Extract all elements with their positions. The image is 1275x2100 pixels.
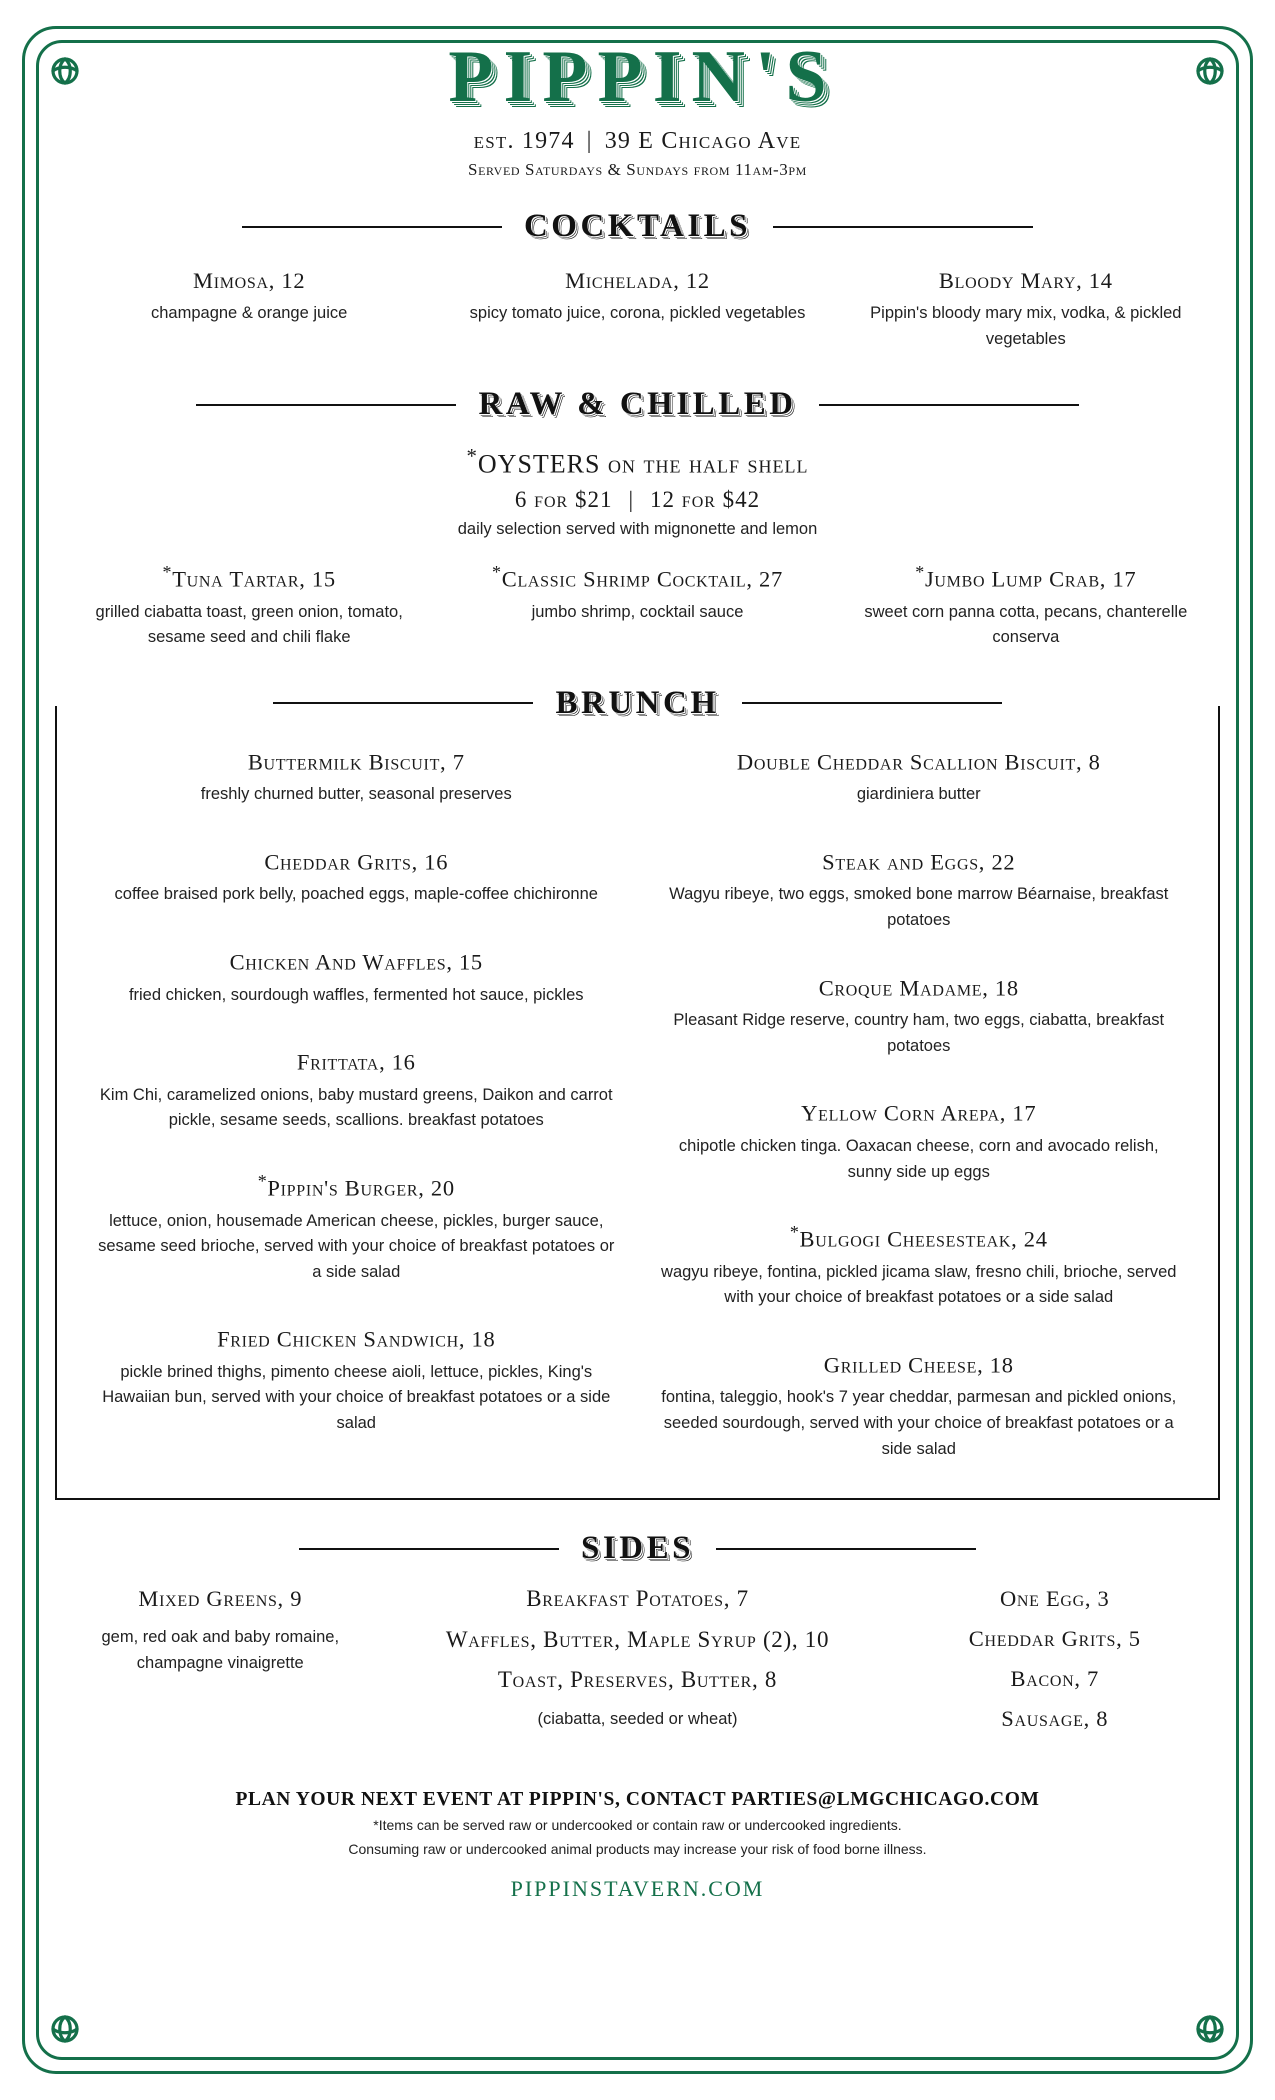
raw-item-asterisk: *	[915, 561, 925, 582]
menu-item	[93, 1321, 620, 1436]
menu-item-name-text: Buttermilk Biscuit, 7	[247, 749, 465, 775]
disclaimer-line-1: *Items can be served raw or undercooked or contain raw or undercooked ingredients.	[373, 1817, 902, 1834]
menu-item-name-text: Bulgogi Cheesesteak, 24	[799, 1226, 1048, 1252]
menu-item-name	[656, 970, 1183, 1003]
heading-rule-right	[716, 1548, 976, 1550]
sides-column-left	[55, 1585, 386, 1676]
heading-rule-right	[773, 226, 1033, 228]
brunch-column-right	[638, 744, 1201, 1469]
cocktails-heading-text: COCKTAILS	[523, 208, 752, 244]
oysters-item	[55, 445, 1220, 539]
heading-rule-left	[273, 702, 533, 704]
restaurant-name: PIPPIN'S	[448, 36, 837, 118]
menu-item-desc: (ciabatta, seeded or wheat)	[537, 1709, 738, 1728]
sides-column-right	[889, 1585, 1220, 1745]
brunch-heading-text: BRUNCH	[555, 684, 720, 721]
menu-item-desc: spicy tomato juice, corona, pickled vegetables	[469, 304, 806, 323]
menu-item-name-text: Tuna Tartar, 15	[172, 566, 336, 592]
menu-item	[93, 1170, 620, 1285]
menu-item	[93, 844, 620, 908]
menu-item	[656, 1095, 1183, 1185]
menu-item-desc: grilled ciabatta toast, green onion, tomato, sesame seed and chili flake	[95, 602, 403, 647]
menu-item	[55, 561, 443, 651]
menu-item-name	[656, 744, 1183, 777]
oysters-title-text: OYSTERS on the half shell	[477, 449, 809, 479]
established-text: est. 1974	[473, 128, 575, 154]
heading-rule-left	[299, 1548, 559, 1550]
menu-item-name	[93, 1170, 620, 1203]
est-address-line	[55, 128, 1220, 155]
raw-chilled-section	[55, 386, 1220, 650]
oysters-title	[55, 445, 1220, 480]
raw-item-asterisk: *	[789, 1222, 800, 1243]
menu-item	[656, 744, 1183, 808]
sides-heading	[55, 1530, 1220, 1567]
menu-item-desc: fontina, taleggio, hook's 7 year cheddar, parmesan and pickled onions, seeded sourdough, served with your choice of breakfast potatoes or a side salad	[661, 1388, 1177, 1458]
menu-item-desc: coffee braised pork belly, poached eggs, maple-coffee chichironne	[114, 885, 598, 904]
menu-item-name	[656, 844, 1183, 877]
heading-rule-right	[742, 702, 1002, 704]
menu-item	[832, 267, 1220, 352]
menu-item-name	[453, 561, 821, 594]
menu-item	[656, 970, 1183, 1060]
menu-item	[93, 944, 620, 1008]
menu-item-desc: giardiniera butter	[856, 785, 981, 804]
heading-rule-left	[196, 404, 456, 406]
oysters-price-small: 6 for $21	[514, 486, 613, 512]
menu-item-name: Waffles, Butter, Maple Syrup (2), 10	[445, 1626, 830, 1652]
brunch-box	[55, 706, 1220, 1501]
menu-item-name-text: Yellow Corn Arepa, 17	[801, 1100, 1037, 1126]
menu-item-name-text: Pippin's Burger, 20	[267, 1175, 455, 1201]
menu-item-desc: freshly churned butter, seasonal preserves	[200, 785, 512, 804]
menu-item-name	[93, 944, 620, 977]
menu-item-name	[656, 1095, 1183, 1128]
menu-item-desc: jumbo shrimp, cocktail sauce	[531, 602, 744, 621]
menu-item-name-text: Grilled Cheese, 18	[823, 1352, 1014, 1378]
menu-item-name: Toast, Preserves, Butter, 8	[497, 1667, 778, 1693]
heading-rule-right	[819, 404, 1079, 406]
menu-item-name	[93, 844, 620, 877]
menu-item-name-text: Classic Shrimp Cocktail, 27	[501, 566, 783, 592]
brunch-section	[55, 685, 1220, 1501]
address-text: 39 E Chicago Ave	[604, 128, 802, 154]
menu-item-desc: Pleasant Ridge reserve, country ham, two eggs, ciabatta, breakfast potatoes	[673, 1011, 1165, 1055]
menu-item-name	[93, 1321, 620, 1354]
oysters-price-large: 12 for $42	[650, 486, 761, 512]
menu-item-name-text: Jumbo Lump Crab, 17	[924, 566, 1137, 592]
cocktails-heading	[55, 208, 1220, 245]
menu-item-desc: fried chicken, sourdough waffles, fermented hot sauce, pickles	[128, 985, 584, 1004]
menu-item-desc: champagne & orange juice	[151, 304, 348, 323]
menu-item-name-text: Cheddar Grits, 16	[264, 849, 449, 875]
menu-item-name: Breakfast Potatoes, 7	[526, 1586, 749, 1612]
menu-item-desc: sweet corn panna cotta, pecans, chanterelle conserva	[864, 602, 1188, 647]
oysters-prices	[55, 487, 1220, 513]
menu-item-desc: Kim Chi, caramelized onions, baby mustard greens, Daikon and carrot pickle, sesame seeds, scallions. breakfast potatoes	[99, 1085, 613, 1130]
raw-chilled-list	[55, 561, 1220, 651]
menu-item-name	[656, 1347, 1183, 1380]
raw-chilled-heading	[55, 386, 1220, 423]
sides-column-middle	[386, 1585, 890, 1732]
menu-item	[656, 1347, 1183, 1462]
menu-item-name-text: Chicken And Waffles, 15	[229, 949, 483, 975]
menu-item	[832, 561, 1220, 651]
brunch-heading	[55, 685, 1220, 722]
menu-item-name: Mixed Greens, 9	[138, 1586, 303, 1612]
raw-item-asterisk: *	[257, 1170, 268, 1191]
menu-item-desc: chipotle chicken tinga. Oaxacan cheese, corn and avocado relish, sunny side up eggs	[678, 1136, 1159, 1181]
menu-item-name	[93, 744, 620, 777]
cocktails-section	[55, 208, 1220, 352]
menu-item-name: Mimosa, 12	[193, 268, 306, 293]
menu-item-name-text: Frittata, 16	[296, 1049, 416, 1075]
cocktails-list	[55, 267, 1220, 352]
heading-rule-left	[242, 226, 502, 228]
sides-section	[55, 1530, 1220, 1745]
menu-item-desc: lettuce, onion, housemade American cheese, pickles, burger sauce, sesame seed brioche, served with your choice of breakfast potatoes or a side salad	[98, 1211, 615, 1281]
raw-chilled-heading-text: RAW & CHILLED	[478, 386, 797, 423]
menu-item-name-text: Double Cheddar Scallion Biscuit, 8	[736, 749, 1101, 775]
menu-item-desc: Wagyu ribeye, two eggs, smoked bone marrow Béarnaise, breakfast potatoes	[669, 885, 1169, 930]
menu-item-name: Bloody Mary, 14	[938, 268, 1113, 293]
menu-item	[93, 744, 620, 808]
menu-item	[55, 267, 443, 352]
menu-item-desc: gem, red oak and baby romaine, champagne vinaigrette	[101, 1628, 340, 1672]
menu-item-desc: pickle brined thighs, pimento cheese aioli, lettuce, pickles, King's Hawaiian bun, served with your choice of breakfast potatoes or a side salad	[102, 1362, 611, 1433]
menu-item-name: Sausage, 8	[1001, 1706, 1109, 1732]
divider-pipe: |	[586, 128, 593, 154]
menu-item-desc: wagyu ribeye, fontina, pickled jicama slaw, fresno chili, brioche, served with your choice of breakfast potatoes or a side salad	[661, 1262, 1177, 1307]
sides-heading-text: SIDES	[581, 1530, 694, 1567]
raw-item-asterisk: *	[162, 561, 173, 582]
menu-item	[93, 1044, 620, 1134]
menu-item-name	[93, 1044, 620, 1077]
brunch-columns	[75, 744, 1200, 1469]
service-hours: Served Saturdays & Sundays from 11am-3pm	[468, 160, 807, 179]
menu-item-name-text: Steak and Eggs, 22	[822, 849, 1016, 875]
menu-item-name: Michelada, 12	[565, 268, 710, 293]
menu-item	[443, 561, 831, 651]
raw-item-asterisk: *	[466, 445, 478, 469]
website-link[interactable]: PIPPINSTAVERN.COM	[510, 1875, 765, 1901]
menu-item-name: Bacon, 7	[1010, 1666, 1099, 1692]
menu-item-name-text: Croque Madame, 18	[818, 975, 1019, 1001]
brunch-column-left	[75, 744, 638, 1469]
menu-item-desc: Pippin's bloody mary mix, vodka, & pickled vegetables	[870, 304, 1182, 348]
disclaimer-line-2: Consuming raw or undercooked animal products may increase your risk of food borne illness.	[348, 1841, 927, 1858]
divider-pipe: |	[628, 486, 635, 512]
raw-item-asterisk: *	[492, 561, 502, 582]
masthead	[55, 38, 1220, 180]
footer	[55, 1789, 1220, 1902]
menu-item	[656, 1221, 1183, 1311]
menu-item-name	[656, 1221, 1183, 1254]
menu-item	[443, 267, 831, 352]
menu-page	[55, 38, 1220, 2062]
menu-item	[656, 844, 1183, 934]
menu-item-name: Cheddar Grits, 5	[968, 1626, 1141, 1652]
menu-item-name	[65, 561, 433, 594]
menu-item-name	[842, 561, 1210, 594]
sides-list	[55, 1585, 1220, 1745]
menu-item-name: One Egg, 3	[999, 1586, 1110, 1612]
menu-item-name-text: Fried Chicken Sandwich, 18	[217, 1326, 496, 1352]
event-contact-line: PLAN YOUR NEXT EVENT AT PIPPIN'S, CONTACT PARTIES@LMGCHICAGO.COM	[235, 1789, 1040, 1811]
oysters-desc: daily selection served with mignonette and lemon	[457, 519, 818, 538]
